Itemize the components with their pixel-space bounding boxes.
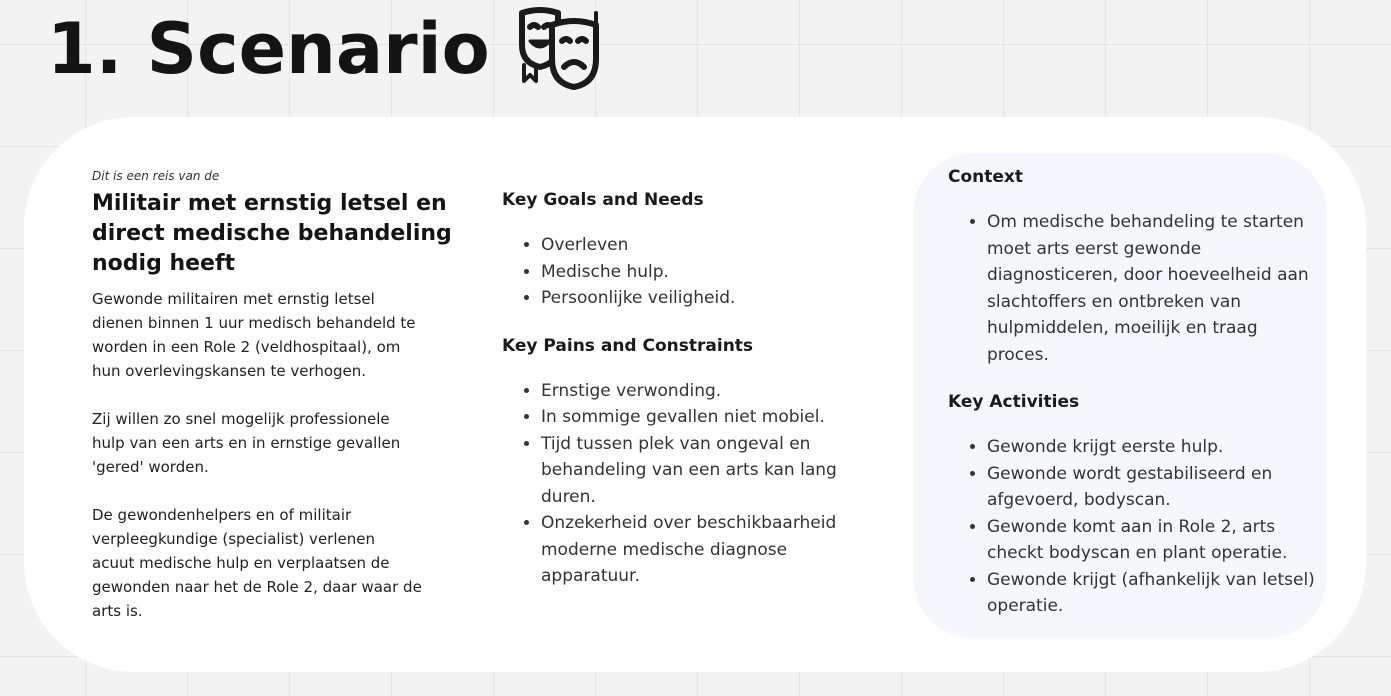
activities-list xyxy=(948,434,1320,620)
persona-paragraph: Gewonde militairen met ernstig letsel dienen binnen 1 uur medisch behandeld te worden in een Role 2 (veldhospitaal), om hun overlevingskansen te verhogen. xyxy=(92,290,416,380)
list-item: • Tijd tussen plek van ongeval en behandeling van een arts kan lang duren. xyxy=(541,431,862,511)
list-item: • Ernstige verwonding. xyxy=(541,378,862,405)
page-header xyxy=(47,4,606,94)
persona-intro: Dit is een reis van de xyxy=(92,169,220,183)
goals-pains-column xyxy=(502,188,862,612)
list-item: • Gewonde wordt gestabiliseerd en afgevoerd, bodyscan. xyxy=(987,461,1320,514)
list-item: • Gewonde komt aan in Role 2, arts checkt bodyscan en plant operatie. xyxy=(987,514,1320,567)
context-list xyxy=(948,209,1320,368)
page-title: 1. Scenario xyxy=(47,8,490,90)
goals-heading: Key Goals and Needs xyxy=(502,190,704,210)
persona-paragraph: De gewondenhelpers en of militair verpleegkundige (specialist) verlenen acuut medische hulp en verplaatsen de gewonden naar het de Role 2, daar waar de arts is. xyxy=(92,506,422,620)
scenario-card xyxy=(24,117,1366,672)
list-item: • Gewonde krijgt (afhankelijk van letsel) operatie. xyxy=(987,567,1320,620)
theater-masks-icon xyxy=(516,5,606,93)
persona-column xyxy=(92,169,472,647)
pains-heading: Key Pains and Constraints xyxy=(502,335,754,356)
list-item: • Persoonlijke veiligheid. xyxy=(541,285,862,312)
activities-heading: Key Activities xyxy=(948,392,1080,412)
list-item: • Onzekerheid over beschikbaarheid moderne medische diagnose apparatuur. xyxy=(541,510,862,590)
list-item: • Gewonde krijgt eerste hulp. xyxy=(987,434,1320,461)
pains-list xyxy=(502,378,862,590)
list-item: • In sommige gevallen niet mobiel. xyxy=(541,404,862,431)
context-panel-content xyxy=(948,165,1320,642)
list-item: • Om medische behandeling te starten moet arts eerst gewonde diagnosticeren, door hoeveelheid aan slachtoffers en ontbreken van hulpmiddelen, moeilijk en traag proces. xyxy=(987,209,1320,368)
persona-paragraph: Zij willen zo snel mogelijk professionele hulp van een arts en in ernstige gevallen 'gered' worden. xyxy=(92,410,401,476)
context-panel xyxy=(913,153,1327,638)
context-heading: Context xyxy=(948,167,1024,187)
goals-list xyxy=(502,232,862,312)
list-item: • Overleven xyxy=(541,232,862,259)
list-item: • Medische hulp. xyxy=(541,259,862,286)
persona-title: Militair met ernstig letsel en direct medische behandeling nodig heeft xyxy=(92,191,452,276)
